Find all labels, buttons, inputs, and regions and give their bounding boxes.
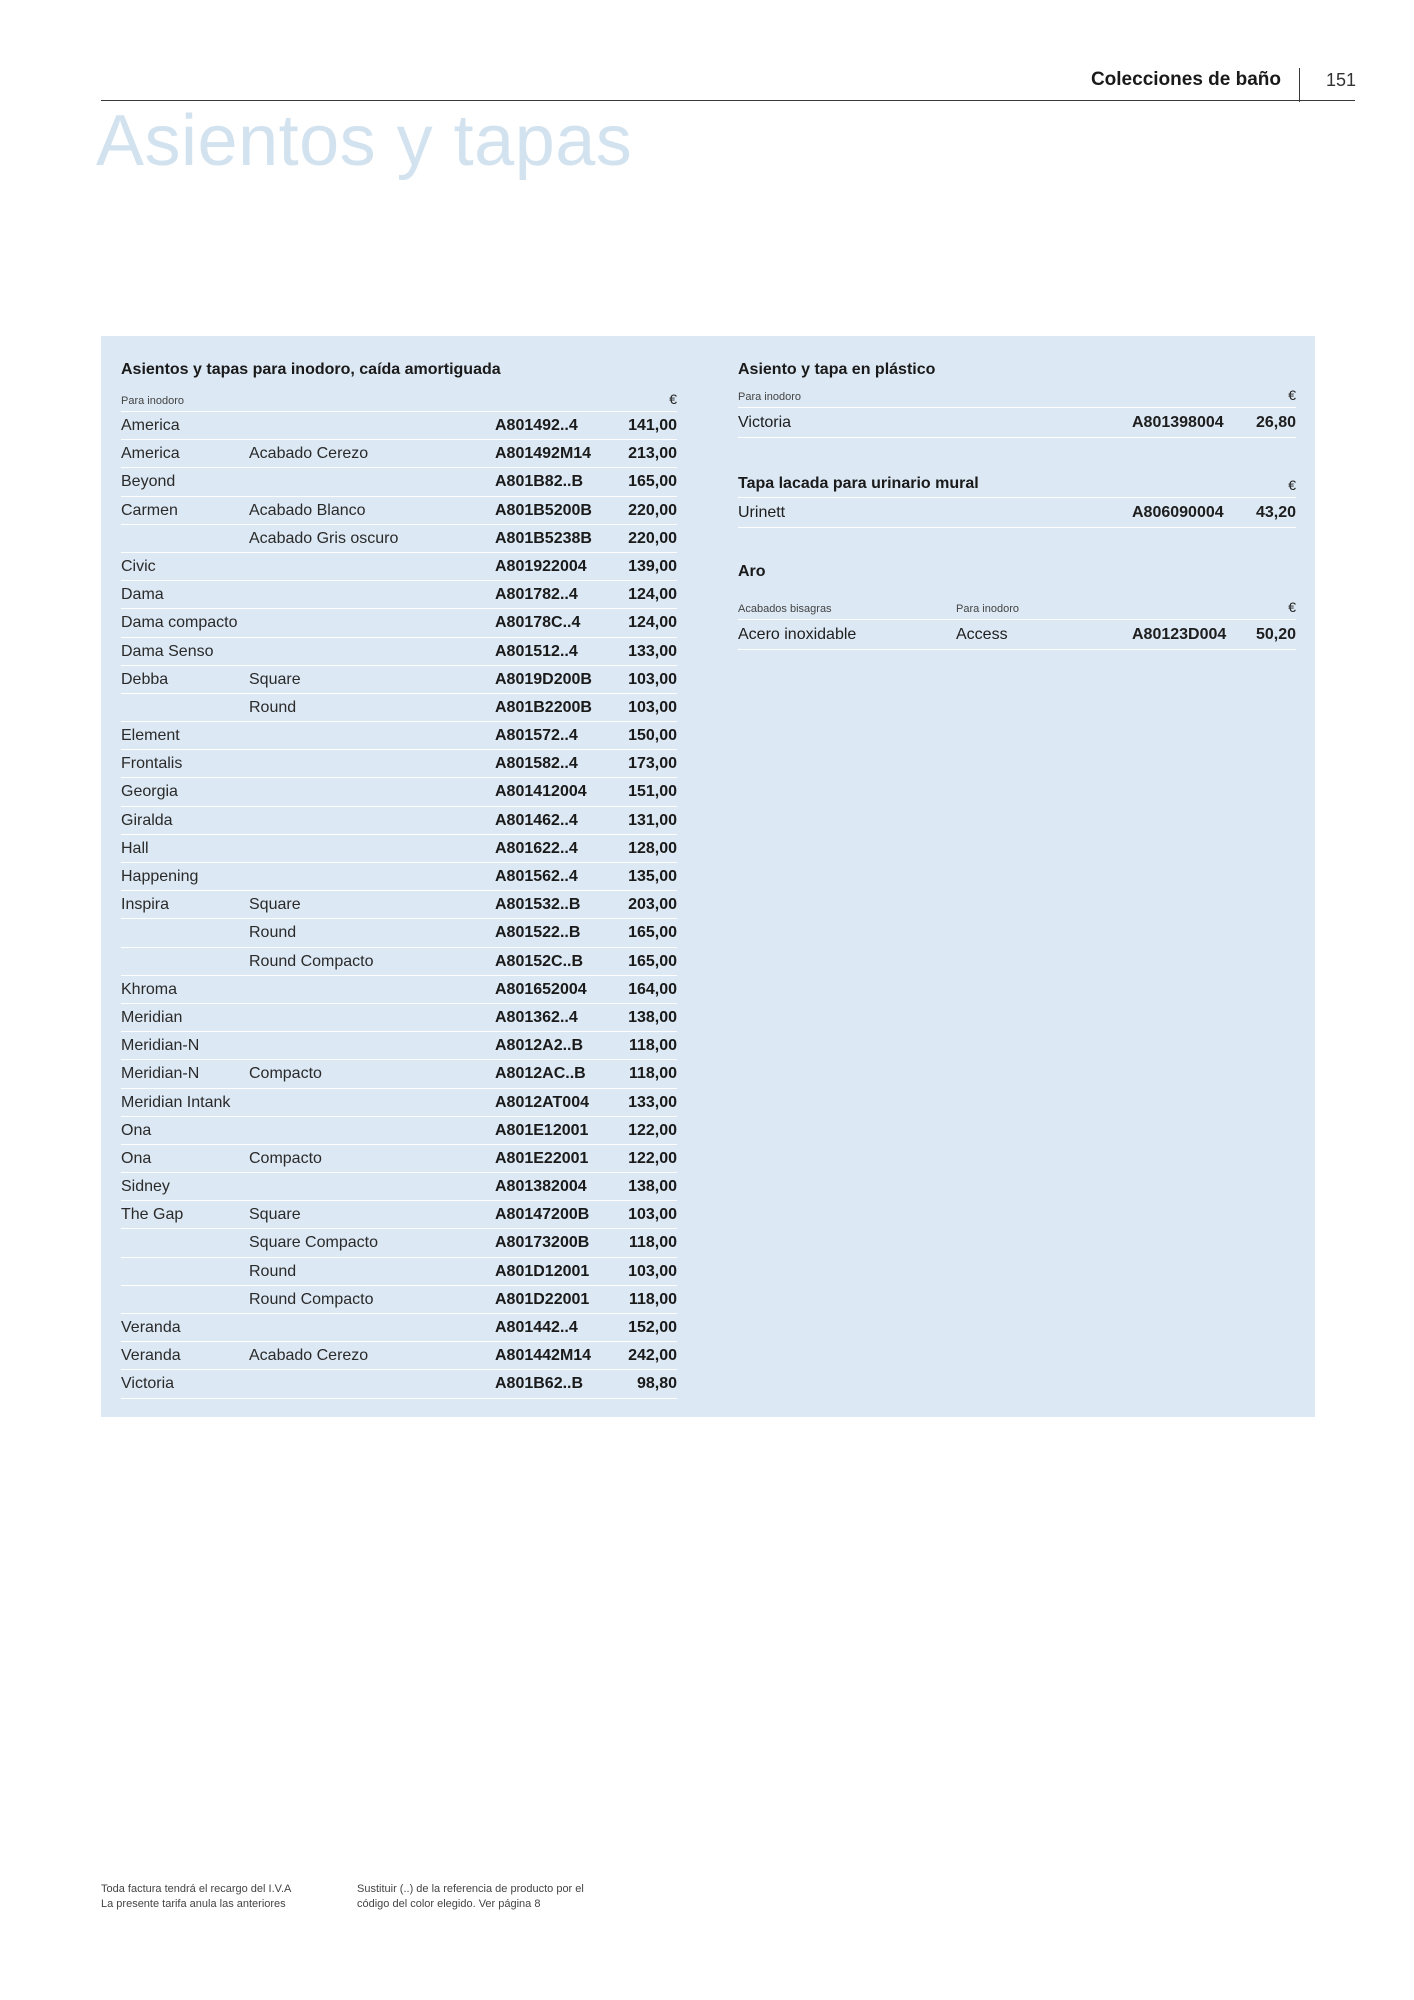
product-price: 98,80: [636, 1375, 677, 1393]
product-variant: [249, 412, 495, 440]
product-name: Civic: [121, 557, 156, 575]
product-code: A80152C..B: [495, 952, 584, 970]
product-code: A801442..4: [495, 1319, 578, 1336]
plastic-subheader: [738, 384, 1296, 408]
product-price: 131,00: [628, 811, 677, 829]
urinal-heading: Tapa lacada para urinario mural: [738, 475, 979, 492]
product-price: 26,80: [1255, 414, 1296, 431]
product-name: America: [121, 445, 180, 463]
table-row: [121, 807, 677, 835]
product-code: A8019D200B: [495, 670, 592, 688]
product-variant: [249, 778, 495, 806]
product-code: A801B5200B: [495, 501, 592, 519]
table-row: [121, 1370, 677, 1398]
product-variant: Square Compacto: [249, 1234, 378, 1252]
product-variant: Square: [249, 1206, 301, 1224]
product-price: 213,00: [628, 445, 677, 463]
product-name: Khroma: [121, 980, 178, 998]
product-name: The Gap: [121, 1206, 184, 1224]
table-row: [121, 750, 677, 778]
footer-note-color: [357, 1882, 584, 1912]
product-variant: [249, 1089, 495, 1117]
product-price: 242,00: [628, 1347, 677, 1365]
aro-subheader: [738, 586, 1296, 620]
table-row: [738, 498, 1296, 528]
product-code: A801492..4: [495, 417, 578, 434]
product-variant: Compacto: [249, 1065, 322, 1083]
product-code: A801512..4: [495, 642, 578, 660]
product-name: Dama: [121, 586, 164, 604]
product-name: Acero inoxidable: [738, 626, 857, 643]
table-row: [121, 891, 677, 919]
product-code: A801622..4: [495, 839, 578, 857]
seat-cover-subheader: [121, 384, 677, 412]
product-name: America: [121, 417, 180, 434]
product-price: 124,00: [628, 614, 677, 632]
plastic-heading: Asiento y tapa en plástico: [738, 361, 936, 378]
product-code: A801B2200B: [495, 698, 592, 716]
product-variant: Round: [249, 1262, 297, 1280]
product-price: 165,00: [628, 924, 677, 942]
product-price: 165,00: [628, 473, 677, 491]
product-price: 164,00: [628, 980, 677, 998]
footer-line: La presente tarifa anula las anteriores: [101, 1898, 286, 1910]
product-code: A801E22001: [495, 1149, 589, 1167]
subheading-label: Para inodoro: [121, 395, 184, 407]
footer-line: código del color elegido. Ver página 8: [357, 1898, 541, 1910]
subheading-label: Para inodoro: [956, 603, 1019, 615]
product-name: [121, 694, 249, 722]
product-name: [121, 1229, 249, 1257]
product-variant: Round Compacto: [249, 952, 374, 970]
product-price: 138,00: [628, 1178, 677, 1196]
table-row: [121, 722, 677, 750]
product-price: 103,00: [628, 1262, 677, 1280]
table-row: [121, 1004, 677, 1032]
footer-note-vat: [101, 1882, 291, 1912]
product-price: 103,00: [628, 1206, 677, 1224]
table-row: [121, 863, 677, 891]
product-variant: [249, 1173, 495, 1201]
product-code: A801572..4: [495, 727, 578, 745]
product-code: A8012AC..B: [495, 1065, 586, 1083]
product-code: A801D12001: [495, 1262, 590, 1280]
table-row: [121, 1342, 677, 1370]
product-variant: Access: [956, 626, 1008, 643]
table-row: [121, 581, 677, 609]
section-title: Colecciones de baño: [1091, 68, 1300, 102]
product-variant: [249, 1370, 495, 1398]
product-price: 43,20: [1255, 504, 1296, 521]
product-name: Inspira: [121, 896, 170, 914]
product-code: A801B82..B: [495, 473, 584, 491]
seat-cover-heading: Asientos y tapas para inodoro, caída amortiguada: [121, 361, 501, 378]
product-code: A801E12001: [495, 1121, 589, 1139]
table-row: [121, 497, 677, 525]
product-name: Meridian-N: [121, 1037, 200, 1055]
product-name: Debba: [121, 670, 169, 688]
product-name: Veranda: [121, 1319, 181, 1336]
product-name: Meridian Intank: [121, 1093, 231, 1111]
table-row: [121, 1117, 677, 1145]
table-row: [121, 1201, 677, 1229]
product-price: 122,00: [628, 1121, 677, 1139]
price-panel: [101, 336, 1315, 1417]
product-code: A8012A2..B: [495, 1037, 584, 1055]
table-row: [121, 1145, 677, 1173]
product-price: 165,00: [628, 952, 677, 970]
product-variant: [249, 863, 495, 891]
product-code: A801D22001: [495, 1290, 590, 1308]
product-name: [121, 525, 249, 553]
product-variant: Square: [249, 670, 301, 688]
table-row: [121, 440, 677, 468]
table-row: [121, 1286, 677, 1314]
product-code: A8012AT004: [495, 1093, 589, 1111]
table-row: [121, 553, 677, 581]
product-code: A80147200B: [495, 1206, 590, 1224]
product-price: 152,00: [628, 1319, 677, 1336]
product-code: A806090004: [1132, 504, 1224, 521]
table-row: [121, 694, 677, 722]
product-code: A801382004: [495, 1178, 587, 1196]
product-code: A801562..4: [495, 868, 578, 885]
product-variant: Acabado Cerezo: [249, 1347, 369, 1365]
product-code: A80123D004: [1132, 626, 1227, 643]
product-price: 133,00: [628, 1093, 677, 1111]
table-row: [121, 1089, 677, 1117]
product-variant: [249, 1032, 495, 1060]
product-variant: [249, 1314, 495, 1342]
product-code: A801922004: [495, 557, 587, 575]
currency-label: €: [1288, 599, 1296, 615]
product-code: A801462..4: [495, 811, 578, 829]
table-row: [121, 1173, 677, 1201]
table-row: [121, 976, 677, 1004]
product-name: Happening: [121, 868, 199, 885]
product-name: Giralda: [121, 811, 173, 829]
currency-label: €: [1288, 387, 1296, 403]
product-name: Dama compacto: [121, 614, 238, 632]
product-variant: [249, 750, 495, 778]
table-row: [738, 408, 1296, 438]
product-name: Victoria: [738, 414, 792, 431]
product-name: [121, 919, 249, 947]
product-name: Ona: [121, 1121, 152, 1139]
aro-heading: Aro: [738, 563, 766, 580]
product-variant: [249, 722, 495, 750]
page-number: 151: [1326, 70, 1357, 90]
product-name: Frontalis: [121, 755, 183, 773]
product-name: Meridian-N: [121, 1065, 200, 1083]
product-name: Meridian: [121, 1008, 183, 1026]
product-variant: [249, 638, 495, 666]
product-price: 173,00: [628, 755, 677, 773]
product-code: A801362..4: [495, 1008, 578, 1026]
product-name: Beyond: [121, 473, 176, 491]
product-name: Ona: [121, 1149, 152, 1167]
product-variant: [249, 609, 495, 637]
product-price: 139,00: [628, 557, 677, 575]
product-variant: [249, 835, 495, 863]
table-row: [121, 1060, 677, 1088]
product-code: A801492M14: [495, 445, 592, 463]
table-row: [121, 666, 677, 694]
product-variant: [249, 1117, 495, 1145]
product-code: A801652004: [495, 980, 587, 998]
product-variant: Round: [249, 698, 297, 716]
product-variant: Acabado Cerezo: [249, 445, 369, 463]
aro-block: [738, 558, 1296, 650]
table-row: [121, 948, 677, 976]
table-row: [121, 778, 677, 806]
product-price: 118,00: [628, 1037, 677, 1055]
table-row: [121, 919, 677, 947]
product-name: Veranda: [121, 1347, 181, 1365]
table-row: [121, 412, 677, 440]
currency-label: €: [1288, 477, 1296, 493]
product-price: 135,00: [628, 868, 677, 885]
product-price: 133,00: [628, 642, 677, 660]
table-row: [121, 609, 677, 637]
seat-cover-table: [121, 356, 677, 1399]
product-variant: [249, 553, 495, 581]
product-price: 220,00: [628, 501, 677, 519]
product-price: 118,00: [628, 1290, 677, 1308]
product-name: [121, 948, 249, 976]
table-row: [121, 1314, 677, 1342]
product-price: 118,00: [628, 1065, 677, 1083]
product-code: A801532..B: [495, 896, 581, 914]
product-price: 150,00: [628, 727, 677, 745]
table-row: [738, 620, 1296, 650]
product-code: A801442M14: [495, 1347, 592, 1365]
product-name: Carmen: [121, 501, 178, 519]
page-title: Asientos y tapas: [96, 101, 633, 181]
urinal-block: [738, 468, 1296, 528]
table-row: [121, 1258, 677, 1286]
seat-cover-rows: [121, 412, 677, 1399]
product-code: A801B5238B: [495, 529, 592, 547]
plastic-block: [738, 356, 1296, 438]
product-name: Hall: [121, 839, 149, 857]
subheading-label: Para inodoro: [738, 391, 801, 403]
product-code: A801B62..B: [495, 1375, 584, 1393]
table-row: [121, 835, 677, 863]
product-price: 124,00: [628, 586, 677, 604]
table-row: [121, 1229, 677, 1257]
currency-label: €: [669, 391, 677, 407]
product-name: Element: [121, 727, 180, 745]
product-variant: Square: [249, 896, 301, 914]
product-variant: Round Compacto: [249, 1290, 374, 1308]
table-row: [121, 468, 677, 496]
product-price: 141,00: [628, 417, 677, 434]
product-code: A801398004: [1132, 414, 1224, 431]
product-name: [121, 1286, 249, 1314]
product-variant: Round: [249, 924, 297, 942]
product-variant: Compacto: [249, 1149, 322, 1167]
product-price: 103,00: [628, 670, 677, 688]
product-price: 220,00: [628, 529, 677, 547]
product-variant: [249, 581, 495, 609]
finish-label: Acabados bisagras: [738, 603, 832, 615]
product-price: 128,00: [628, 839, 677, 857]
product-code: A801522..B: [495, 924, 581, 942]
product-variant: [249, 468, 495, 496]
product-price: 138,00: [628, 1008, 677, 1026]
footer-line: Sustituir (..) de la referencia de producto por el: [357, 1883, 584, 1895]
product-price: 122,00: [628, 1149, 677, 1167]
product-name: [121, 1258, 249, 1286]
product-name: Sidney: [121, 1178, 170, 1196]
product-variant: Acabado Blanco: [249, 501, 366, 519]
product-price: 203,00: [628, 896, 677, 914]
product-price: 118,00: [628, 1234, 677, 1252]
product-code: A801412004: [495, 783, 587, 801]
footer-line: Toda factura tendrá el recargo del I.V.A: [101, 1883, 292, 1895]
product-variant: [249, 1004, 495, 1032]
product-code: A801582..4: [495, 755, 578, 773]
product-variant: [249, 976, 495, 1004]
table-row: [121, 525, 677, 553]
urinal-header: [738, 468, 1296, 498]
product-price: 50,20: [1255, 626, 1296, 643]
product-variant: Acabado Gris oscuro: [249, 529, 399, 547]
product-code: A80173200B: [495, 1234, 590, 1252]
product-name: Georgia: [121, 783, 178, 801]
table-row: [121, 638, 677, 666]
product-name: Urinett: [738, 504, 786, 521]
product-price: 151,00: [628, 783, 677, 801]
product-code: A801782..4: [495, 586, 578, 604]
product-code: A80178C..4: [495, 614, 581, 632]
product-variant: [249, 807, 495, 835]
table-row: [121, 1032, 677, 1060]
product-name: Victoria: [121, 1375, 175, 1393]
product-name: Dama Senso: [121, 642, 214, 660]
right-column: [738, 356, 1296, 650]
product-price: 103,00: [628, 698, 677, 716]
